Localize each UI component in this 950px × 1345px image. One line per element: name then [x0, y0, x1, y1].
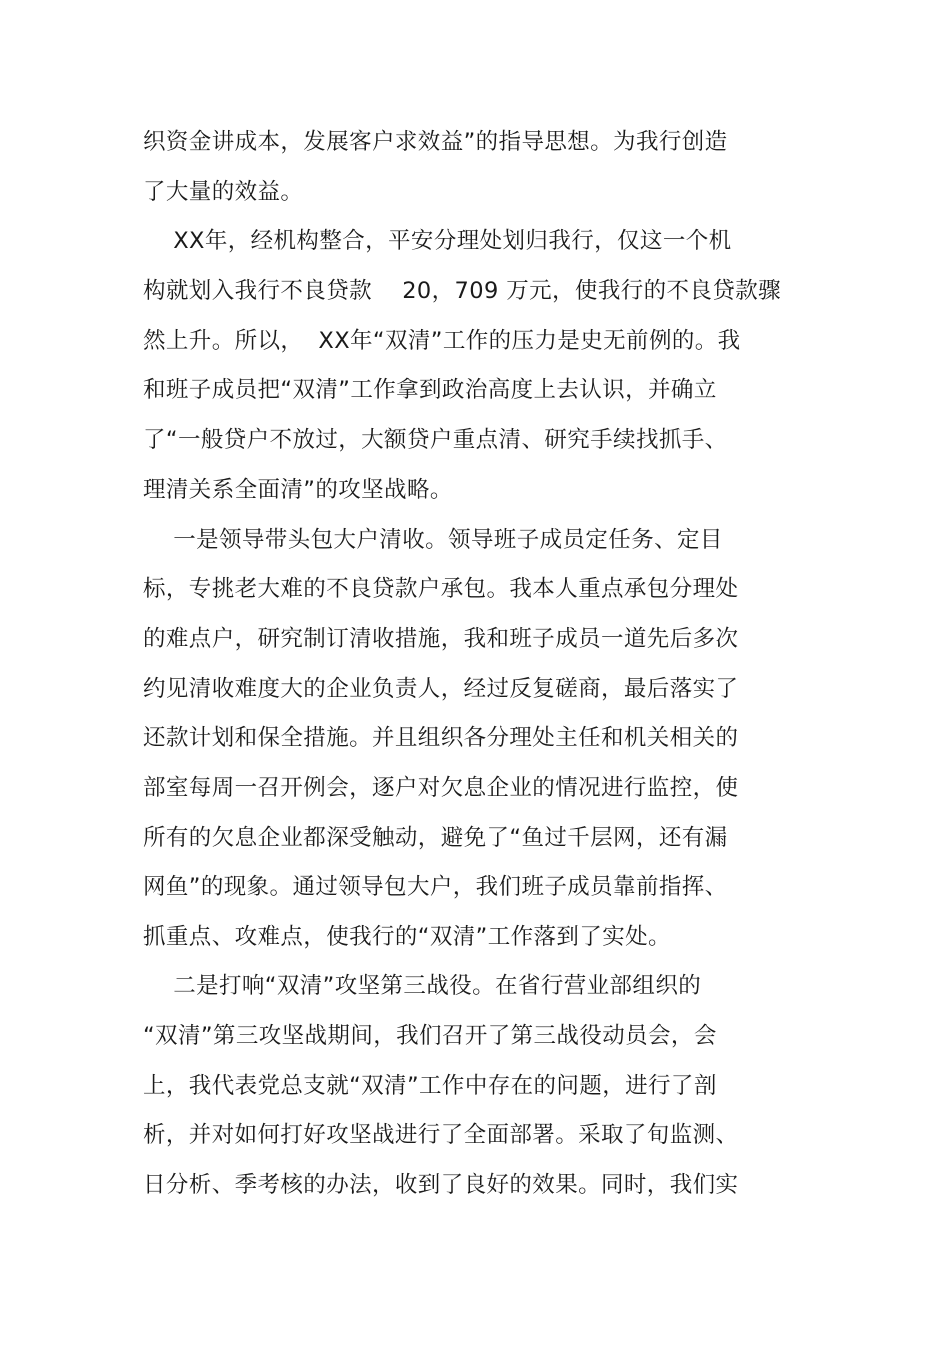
text-line: 约见清收难度大的企业负责人，经过反复磋商，最后落实了 — [143, 676, 739, 702]
text-line: 的难点户，研究制订清收措施，我和班子成员一道先后多次 — [143, 626, 739, 652]
text-line: 二是打响“双清”攻坚第三战役。在省行营业部组织的 — [143, 973, 702, 999]
text-line: 一是领导带头包大户清收。领导班子成员定任务、定目 — [143, 527, 723, 553]
text-line: 织资金讲成本，发展客户求效益”的指导思想。为我行创造 — [143, 129, 728, 155]
text-line: “双清”第三攻坚战期间，我们召开了第三战役动员会，会 — [143, 1023, 717, 1049]
text-line: 部室每周一召开例会，逐户对欠息企业的情况进行监控，使 — [143, 775, 739, 801]
text-line: 和班子成员把“双清”工作拿到政治高度上去认识，并确立 — [143, 377, 717, 403]
text-line: 抓重点、攻难点，使我行的“双清”工作落到了实处。 — [143, 924, 671, 950]
text-line: 日分析、季考核的办法，收到了良好的效果。同时，我们实 — [143, 1172, 739, 1198]
text-line: 析，并对如何打好攻坚战进行了全面部署。采取了旬监测、 — [143, 1122, 739, 1148]
text-line: 还款计划和保全措施。并且组织各分理处主任和机关相关的 — [143, 725, 739, 751]
text-line: 构就划入我行不良贷款 20，709 万元，使我行的不良贷款骤 — [143, 278, 782, 304]
text-line: XX年，经机构整合，平安分理处划归我行，仅这一个机 — [143, 228, 732, 254]
text-line: 标，专挑老大难的不良贷款户承包。我本人重点承包分理处 — [143, 576, 739, 602]
text-line: 上，我代表党总支就“双清”工作中存在的问题，进行了剖 — [143, 1073, 717, 1099]
text-line: 理清关系全面清”的攻坚战略。 — [143, 477, 453, 503]
text-line: 网鱼”的现象。通过领导包大户，我们班子成员靠前指挥、 — [143, 874, 728, 900]
text-line: 了“一般贷户不放过，大额贷户重点清、研究手续找抓手、 — [143, 427, 728, 453]
text-line: 然上升。所以， XX年“双清”工作的压力是史无前例的。我 — [143, 328, 741, 354]
text-line: 了大量的效益。 — [143, 179, 304, 205]
text-line: 所有的欠息企业都深受触动，避免了“鱼过千层网，还有漏 — [143, 825, 728, 851]
